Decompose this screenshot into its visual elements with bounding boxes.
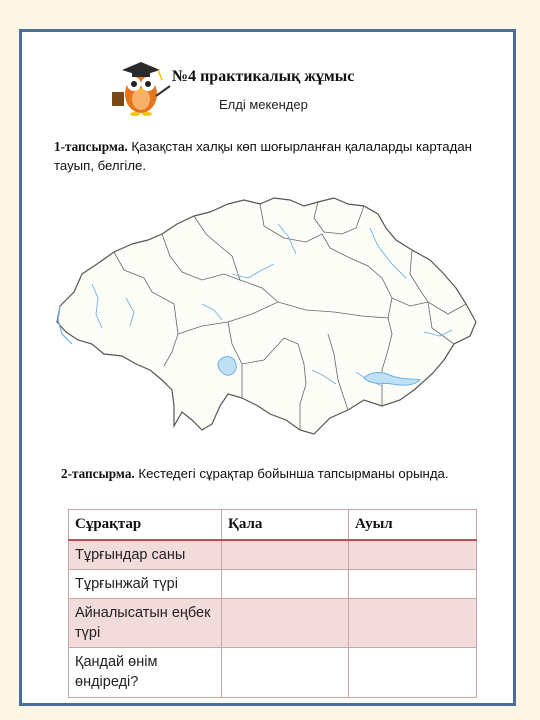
task-2-label: 2-тапсырма.: [61, 466, 135, 481]
header-questions: Сұрақтар: [69, 510, 222, 541]
header-village: Ауыл: [349, 510, 477, 541]
worksheet: [19, 29, 516, 706]
page-subtitle: Елді мекендер: [219, 97, 308, 112]
city-cell[interactable]: [222, 647, 349, 697]
table-row: [69, 598, 477, 647]
task-1-text: Қазақстан халқы көп шоғырланған қалаларды картадан тауып, белгіле.: [54, 139, 472, 173]
task-1-label: 1-тапсырма.: [54, 139, 128, 154]
owl-teacher-icon: [110, 54, 172, 118]
row-question: Қандай өнім өндіреді?: [69, 647, 222, 697]
kazakhstan-outline-map: [52, 194, 482, 444]
table-row: [69, 540, 477, 569]
row-question: Тұрғындар саны: [69, 540, 222, 569]
village-cell[interactable]: [349, 598, 477, 647]
task-2: [61, 464, 481, 484]
country-outline: [57, 198, 476, 434]
page-title: №4 практикалық жұмыс: [172, 68, 355, 85]
header-city: Қала: [222, 510, 349, 541]
task-2-text: Кестедегі сұрақтар бойынша тапсырманы орында.: [134, 466, 449, 481]
city-cell[interactable]: [222, 540, 349, 569]
comparison-table: [68, 509, 477, 698]
village-cell[interactable]: [349, 647, 477, 697]
table-row: [69, 569, 477, 598]
row-question: Айналысатын еңбек түрі: [69, 598, 222, 647]
city-cell[interactable]: [222, 598, 349, 647]
city-cell[interactable]: [222, 569, 349, 598]
village-cell[interactable]: [349, 569, 477, 598]
table-row: [69, 647, 477, 697]
row-question: Тұрғынжай түрі: [69, 569, 222, 598]
task-1: [54, 137, 484, 175]
table-header-row: [69, 510, 477, 541]
village-cell[interactable]: [349, 540, 477, 569]
